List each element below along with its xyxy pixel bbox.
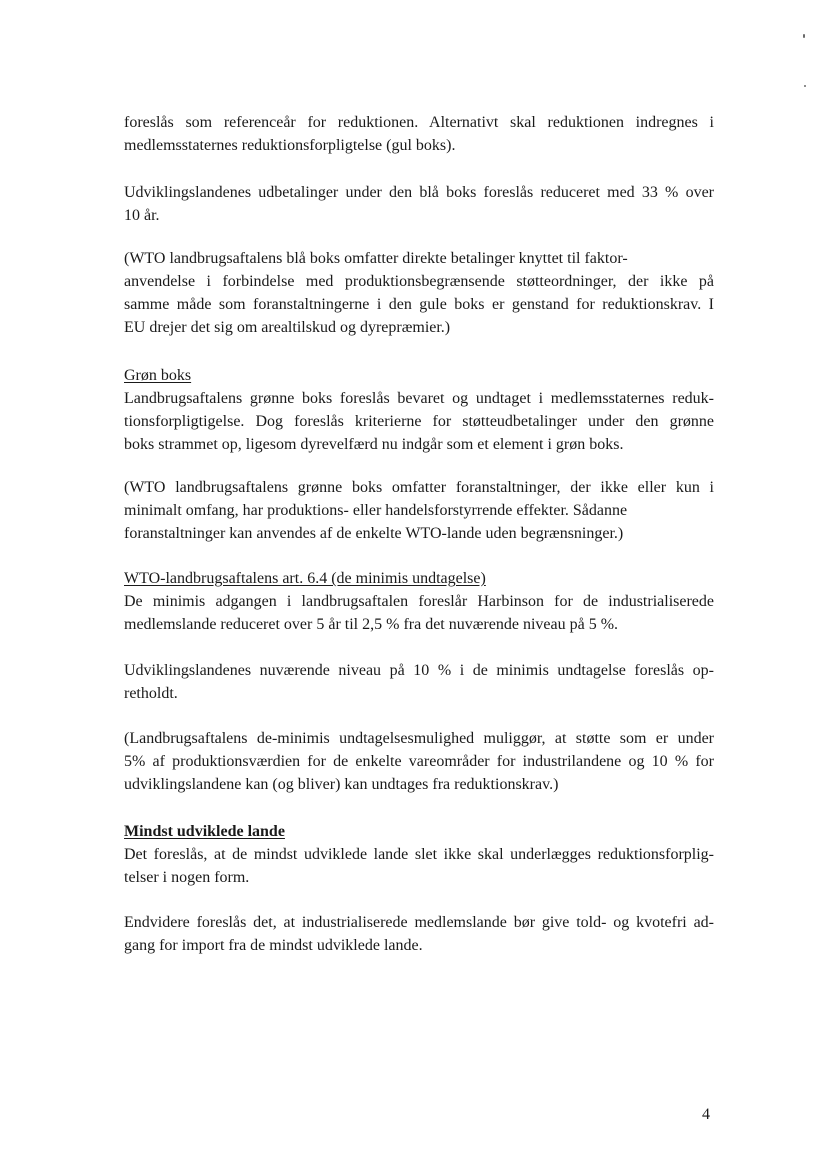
text-line: medlemsstaternes reduktionsforpligtelse (gul boks). xyxy=(124,137,456,154)
text-line: Endvidere foreslås det, at industrialiserede medlemslande bør give told- og kvotefri ad- xyxy=(124,914,714,931)
text-line: Landbrugsaftalens grønne boks foreslås bevaret og undtaget i medlemsstaternes reduk- xyxy=(124,390,714,407)
text-line: Det foreslås, at de mindst udviklede lande slet ikke skal underlægges reduktionsforplig- xyxy=(124,846,714,863)
scan-speck xyxy=(803,34,805,38)
section-heading: Mindst udviklede lande xyxy=(124,823,285,840)
paragraph-de-minimis-note xyxy=(124,727,714,796)
text-line: 10 år. xyxy=(124,207,160,224)
text-line: 5% af produktionsværdien for de enkelte vareområder for industrilandene og 10 % for xyxy=(124,753,714,770)
section-heading: Grøn boks xyxy=(124,367,192,384)
scan-speck xyxy=(804,85,806,87)
text-line: (Landbrugsaftalens de-minimis undtagelsesmulighed muliggør, at støtte som er under xyxy=(124,730,714,747)
section-green-box xyxy=(124,364,714,456)
text-line: samme måde som foranstaltningerne i den gule boks er genstand for reduktionskrav. I xyxy=(124,296,714,313)
paragraph-blue-box-note xyxy=(124,247,714,339)
paragraph-green-box-note xyxy=(124,476,714,545)
text-line: foranstaltninger kan anvendes af de enkelte WTO-lande uden begrænsninger.) xyxy=(124,525,624,542)
paragraph-reference-year xyxy=(124,111,714,157)
text-line: foreslås som referenceår for reduktionen. Alternativt skal reduktionen indregnes i xyxy=(124,114,714,131)
text-line: Udviklingslandenes udbetalinger under den blå boks foreslås reduceret med 33 % over xyxy=(124,184,714,201)
section-de-minimis xyxy=(124,567,714,636)
text-line: Udviklingslandenes nuværende niveau på 10 % i de minimis undtagelse foreslås op- xyxy=(124,662,714,679)
text-line: boks strammet op, ligesom dyrevelfærd nu indgår som et element i grøn boks. xyxy=(124,436,624,453)
paragraph-developing-level xyxy=(124,659,714,705)
text-line: anvendelse i forbindelse med produktionsbegrænsende støtteordninger, der ikke på xyxy=(124,273,714,290)
text-line: tionsforpligtigelse. Dog foreslås kriterierne for støtteudbetalinger under den grønne xyxy=(124,413,714,430)
section-least-developed xyxy=(124,820,714,889)
section-heading: WTO-landbrugsaftalens art. 6.4 (de minimis undtagelse) xyxy=(124,570,486,587)
paragraph-quota-free-access xyxy=(124,911,714,957)
text-line: minimalt omfang, har produktions- eller handelsforstyrrende effekter. Sådanne xyxy=(124,502,628,519)
text-line: (WTO landbrugsaftalens blå boks omfatter direkte betalinger knyttet til faktor- xyxy=(124,250,628,267)
text-line: De minimis adgangen i landbrugsaftalen foreslår Harbinson for de industrialiserede xyxy=(124,593,714,610)
text-line: medlemslande reduceret over 5 år til 2,5 % fra det nuværende niveau på 5 %. xyxy=(124,616,619,633)
text-line: retholdt. xyxy=(124,685,178,702)
text-line: udviklingslandene kan (og bliver) kan undtages fra reduktionskrav.) xyxy=(124,776,559,793)
text-line: gang for import fra de mindst udviklede lande. xyxy=(124,937,423,954)
paragraph-developing-payments xyxy=(124,181,714,227)
text-line: telser i nogen form. xyxy=(124,869,250,886)
text-line: (WTO landbrugsaftalens grønne boks omfatter foranstaltninger, der ikke eller kun i xyxy=(124,479,714,496)
text-line: EU drejer det sig om arealtilskud og dyrepræmier.) xyxy=(124,319,451,336)
page-number: 4 xyxy=(702,1106,710,1123)
